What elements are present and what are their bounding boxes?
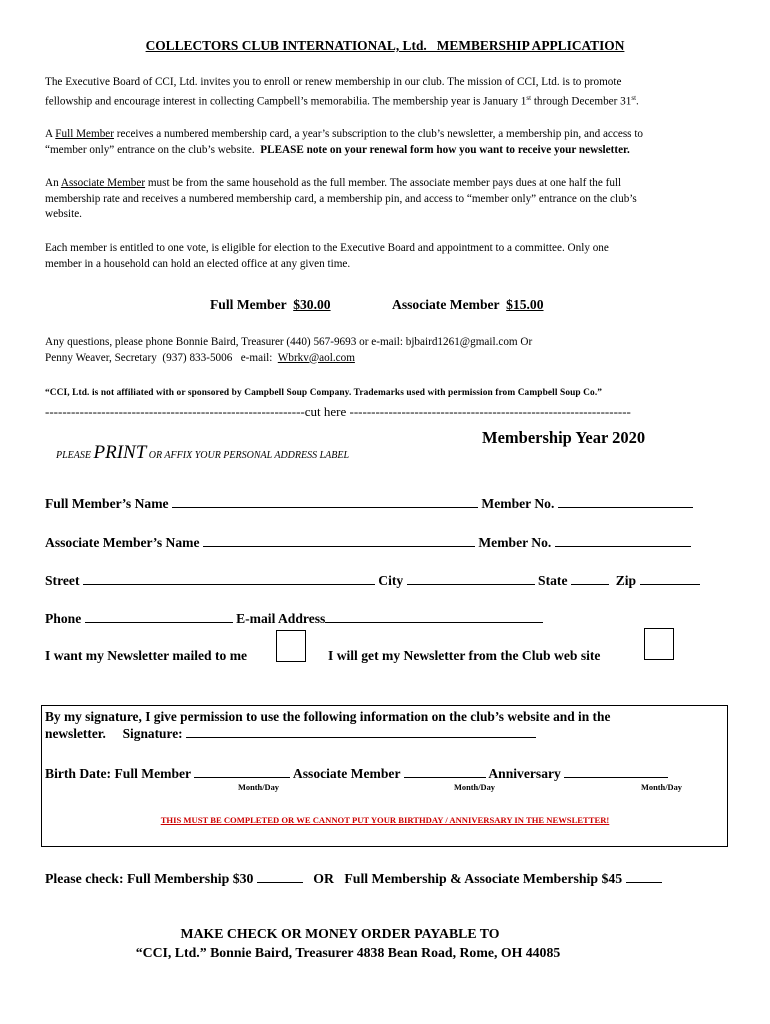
signature-field[interactable]	[186, 725, 536, 738]
newsletter-mail-checkbox[interactable]	[276, 630, 306, 662]
newsletter-web-label: I will get my Newsletter from the Club web site	[328, 648, 601, 663]
associate-member-paragraph: An Associate Member must be from the same household as the full member. The associate member pays dues at one half the full membership rate and receives a numbered membership card, a membership pin, and access to “member only” entrance on the club’s website.	[45, 177, 637, 220]
address-row: Street City State Zip	[45, 572, 700, 589]
phone-field[interactable]	[85, 610, 233, 623]
associate-member-fee: Associate Member $15.00	[392, 297, 544, 312]
voting-paragraph: Each member is entitled to one vote, is eligible for election to the Executive Board and appointment to a committee. Only one member in a household can hold an elected office at any given time.	[45, 242, 609, 270]
full-member-fee: Full Member $30.00	[210, 297, 331, 312]
birthday-warning: THIS MUST BE COMPLETED OR WE CANNOT PUT YOUR BIRTHDAY / ANNIVERSARY IN THE NEWSLETTER!	[160, 815, 610, 825]
payable-to-address: “CCI, Ltd.” Bonnie Baird, Treasurer 4838 Bean Road, Rome, OH 44085	[135, 945, 561, 960]
full-member-name-row: Full Member’s Name Member No.	[45, 495, 693, 512]
membership-year: Membership Year 2020	[482, 428, 646, 447]
page-title: COLLECTORS CLUB INTERNATIONAL, Ltd. MEMBERSHIP APPLICATION	[145, 38, 625, 53]
newsletter-mail-label: I want my Newsletter mailed to me	[45, 648, 248, 663]
intro-line: The Executive Board of CCI, Ltd. invites you to enroll or renew membership in our club. The mission of CCI, Ltd. is to promote	[45, 76, 622, 88]
email-field[interactable]	[325, 610, 543, 623]
full-member-term: Full Member	[55, 128, 114, 140]
associate-member-term: Associate Member	[60, 177, 146, 189]
month-day-hint: Month/Day	[238, 783, 279, 792]
signature-text: By my signature, I give permission to use the following information on the club’s website and in the newsletter. Signature:	[45, 709, 611, 741]
street-field[interactable]	[83, 572, 375, 585]
associate-member-name-field[interactable]	[203, 534, 475, 547]
payable-to-heading: MAKE CHECK OR MONEY ORDER PAYABLE TO	[180, 926, 500, 941]
membership-choice-row: Please check: Full Membership $30 OR Full Membership & Associate Membership $45	[45, 870, 662, 887]
state-field[interactable]	[571, 572, 609, 585]
newsletter-web-checkbox[interactable]	[644, 628, 674, 660]
full-membership-check-field[interactable]	[257, 870, 303, 883]
intro-paragraph	[45, 75, 735, 110]
newsletter-note: PLEASE note on your renewal form how you want to receive your newsletter.	[260, 143, 630, 156]
secretary-email-link[interactable]: Wbrkv@aol.com	[277, 351, 355, 364]
birth-date-row: Birth Date: Full Member Associate Member Anniversary	[45, 765, 668, 782]
zip-field[interactable]	[640, 572, 700, 585]
family-membership-check-field[interactable]	[626, 870, 662, 883]
associate-birthdate-field[interactable]	[404, 765, 486, 778]
city-field[interactable]	[407, 572, 535, 585]
anniversary-field[interactable]	[564, 765, 668, 778]
month-day-hint: Month/Day	[641, 783, 682, 792]
cut-here-divider: ------------------------------------------------------------cut here -----------------------------------------------------------------	[45, 404, 631, 419]
associate-member-number-field[interactable]	[555, 534, 691, 547]
phone-email-row: Phone E-mail Address	[45, 610, 543, 627]
intro-line: fellowship and encourage interest in collecting Campbell’s memorabilia. The membership year is January 1st through December 31st.	[45, 93, 639, 108]
full-member-paragraph: A Full Member receives a numbered membership card, a year’s subscription to the club’s newsletter, a membership pin, and access to “member only” entrance on the club’s website. PLEASE note on your renewal form how you want to receive your newsletter.	[45, 128, 644, 156]
print-note: PLEASE PRINT OR AFFIX YOUR PERSONAL ADDRESS LABEL	[56, 442, 350, 463]
trademark-disclaimer: “CCI, Ltd. is not affiliated with or sponsored by Campbell Soup Company. Trademarks used with permission from Campbell Soup Co.”	[45, 388, 603, 398]
full-member-birthdate-field[interactable]	[194, 765, 290, 778]
full-member-name-field[interactable]	[172, 495, 478, 508]
full-member-number-field[interactable]	[558, 495, 693, 508]
associate-member-name-row: Associate Member’s Name Member No.	[45, 534, 691, 551]
contact-info: Any questions, please phone Bonnie Baird, Treasurer (440) 567-9693 or e-mail: bjbaird1261@gmail.com Or Penny Weaver, Secretary (937) 833-5006 e-mail: Wbrkv@aol.com	[45, 336, 533, 364]
month-day-hint: Month/Day	[454, 783, 495, 792]
